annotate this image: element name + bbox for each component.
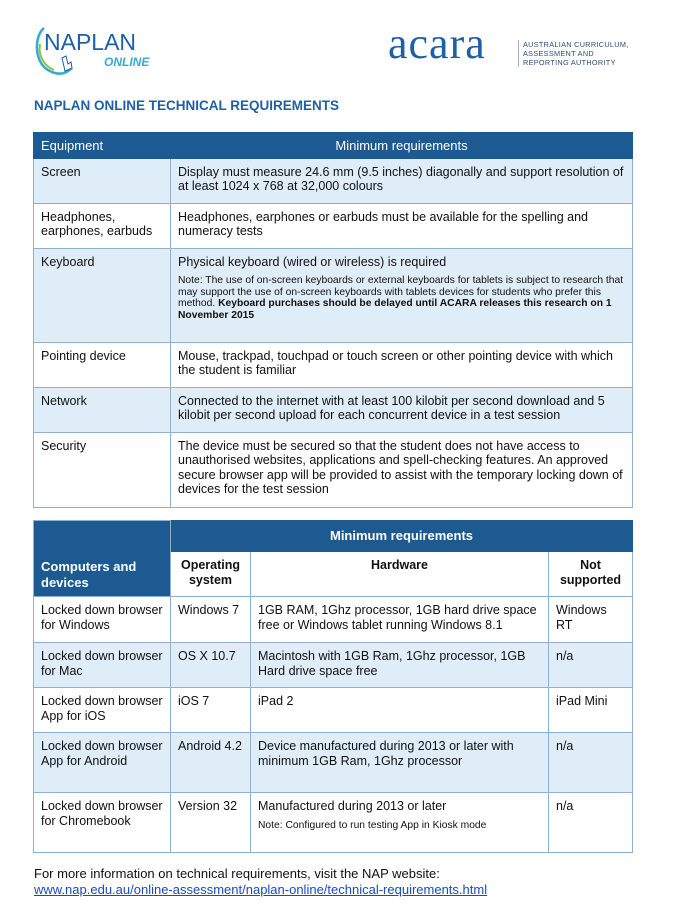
hardware-cell: Device manufactured during 2013 or later with minimum 1GB Ram, 1Ghz processor — [251, 733, 549, 793]
table-row — [34, 387, 633, 432]
keyboard-note: Note: The use of on-screen keyboards or external keyboards for tablets is subject to research that may support the use of on-screen keyboards with tablets devices for students who prefer this method. Keyboard purchases should be delayed until ACARA releases this research on 1 November 2015 — [178, 275, 624, 321]
device-cell: Locked down browser for Chromebook — [34, 793, 171, 853]
not-supported-cell: Windows RT — [549, 597, 633, 643]
os-cell: Windows 7 — [171, 597, 251, 643]
hardware-cell: 1GB RAM, 1Ghz processor, 1GB hard drive space free or Windows tablet running Windows 8.1 — [251, 597, 549, 643]
requirement-text: Physical keyboard (wired or wireless) is required — [178, 254, 447, 269]
table-row — [34, 158, 633, 203]
online-wordmark: ONLINE — [104, 55, 150, 69]
os-cell: OS X 10.7 — [171, 643, 251, 688]
naplan-online-logo — [32, 22, 152, 78]
keyboard-note-bold: Keyboard purchases should be delayed until ACARA releases this research on 1 November 2015 — [178, 298, 612, 321]
requirement-cell: Headphones, earphones or earbuds must be available for the spelling and numeracy tests — [171, 203, 633, 248]
hardware-cell: Macintosh with 1GB Ram, 1Ghz processor, 1GB Hard drive space free — [251, 643, 549, 688]
device-requirements-table — [33, 520, 633, 853]
minimum-requirements-header: Minimum requirements — [171, 521, 633, 552]
equipment-header: Equipment — [34, 133, 171, 159]
requirement-cell: The device must be secured so that the student does not have access to unauthorised websites, applications and spell-checking features. An approved secure browser app will be provided to assist with the temporary locking down of devices for the test session — [171, 432, 633, 507]
hardware-cell — [251, 793, 549, 853]
device-cell: Locked down browser for Mac — [34, 643, 171, 688]
equipment-cell: Keyboard — [34, 248, 171, 342]
requirement-cell: Connected to the internet with at least 100 kilobit per second download and 5 kilobit per second upload for each concurrent device in a test session — [171, 387, 633, 432]
hardware-text: Manufactured during 2013 or later — [258, 799, 447, 813]
footer — [34, 866, 487, 898]
hardware-note: Note: Configured to run testing App in Kiosk mode — [258, 819, 487, 831]
table-row — [34, 643, 633, 688]
equipment-cell: Headphones, earphones, earbuds — [34, 203, 171, 248]
equipment-cell: Security — [34, 432, 171, 507]
table-header-row — [34, 521, 633, 552]
not-supported-cell: n/a — [549, 793, 633, 853]
table-row — [34, 597, 633, 643]
table-row — [34, 688, 633, 733]
table-row — [34, 203, 633, 248]
equipment-cell: Network — [34, 387, 171, 432]
not-supported-cell: n/a — [549, 643, 633, 688]
not-supported-header: Not supported — [549, 552, 633, 597]
equipment-cell: Pointing device — [34, 342, 171, 387]
table-row — [34, 342, 633, 387]
footer-text: For more information on technical requirements, visit the NAP website: — [34, 866, 440, 881]
minimum-requirements-header: Minimum requirements — [171, 133, 633, 159]
requirement-cell: Mouse, trackpad, touchpad or touch screen or other pointing device with which the student is familiar — [171, 342, 633, 387]
table-row — [34, 432, 633, 507]
acara-wordmark: acara — [388, 19, 486, 68]
naplan-wordmark: NAPLAN — [44, 29, 137, 55]
table-row — [34, 793, 633, 853]
table-row — [34, 733, 633, 793]
os-cell: iOS 7 — [171, 688, 251, 733]
os-cell: Android 4.2 — [171, 733, 251, 793]
os-cell: Version 32 — [171, 793, 251, 853]
equipment-cell: Screen — [34, 158, 171, 203]
table-header-row — [34, 133, 633, 159]
requirement-cell — [171, 248, 633, 342]
device-cell: Locked down browser App for iOS — [34, 688, 171, 733]
hardware-header: Hardware — [251, 552, 549, 597]
computers-and-devices-header: Computers and devices — [34, 521, 171, 597]
hardware-cell: iPad 2 — [251, 688, 549, 733]
device-cell: Locked down browser App for Android — [34, 733, 171, 793]
not-supported-cell: iPad Mini — [549, 688, 633, 733]
device-cell: Locked down browser for Windows — [34, 597, 171, 643]
table-row — [34, 248, 633, 342]
equipment-requirements-table — [33, 132, 633, 508]
not-supported-cell: n/a — [549, 733, 633, 793]
operating-system-header: Operating system — [171, 552, 251, 597]
acara-logo — [388, 19, 658, 70]
nap-website-link[interactable]: www.nap.edu.au/online-assessment/naplan-online/technical-requirements.html — [34, 882, 488, 897]
page-title: NAPLAN ONLINE TECHNICAL REQUIREMENTS — [34, 98, 340, 113]
acara-subtitle: AUSTRALIAN CURRICULUM, ASSESSMENT AND REPORTING AUTHORITY — [518, 40, 629, 67]
requirement-cell: Display must measure 24.6 mm (9.5 inches) diagonally and support resolution of at least 1024 x 768 at 32,000 colours — [171, 158, 633, 203]
